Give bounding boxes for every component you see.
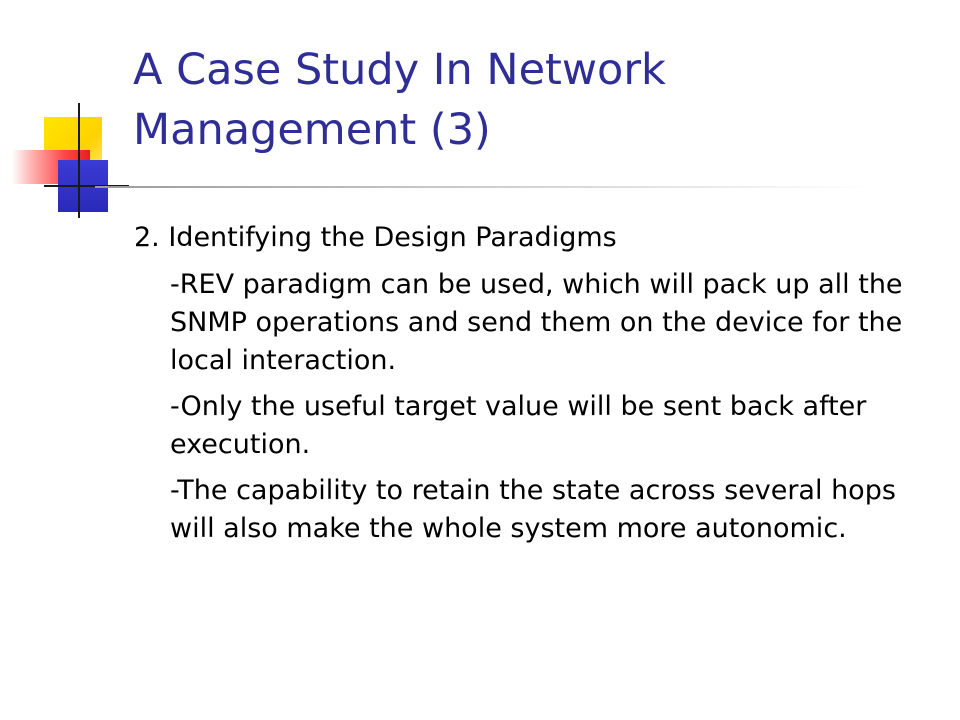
slide-title-line-1: A Case Study In Network (133, 45, 666, 95)
body-paragraph: -Only the useful target value will be sent back after execution. (170, 391, 867, 460)
slide-title (133, 40, 933, 160)
vertical-rule (78, 103, 80, 218)
decorative-squares-logo (0, 0, 140, 230)
slide-title-line-2: Management (3) (133, 105, 491, 155)
body-paragraph: -REV paradigm can be used, which will pack up all the SNMP operations and send them on the device for the local interaction. (170, 269, 903, 376)
section-heading: 2. Identifying the Design Paradigms (134, 222, 617, 253)
slide-body (134, 218, 934, 556)
title-underline (95, 186, 870, 188)
body-paragraph: -The capability to retain the state across several hops will also make the whole system more autonomic. (170, 475, 896, 544)
